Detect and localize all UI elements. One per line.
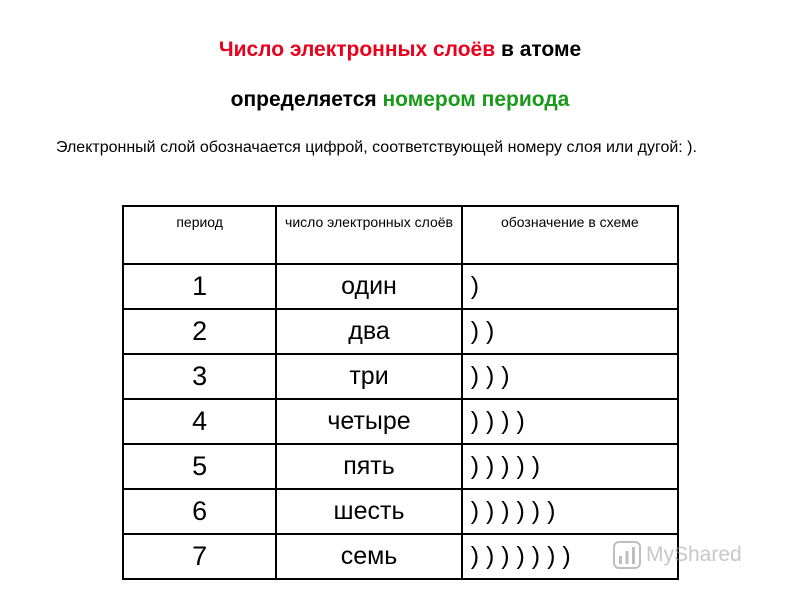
title-highlight-layers: Число электронных слоёв	[218, 38, 496, 61]
table-row	[123, 354, 678, 399]
title-line-1	[0, 37, 800, 63]
table-row	[123, 489, 678, 534]
scheme-cell: ) ) ) )	[462, 399, 678, 444]
scheme-cell: )	[462, 264, 678, 309]
scheme-cell: ) ) ) ) )	[462, 444, 678, 489]
table-row	[123, 264, 678, 309]
period-cell: 1	[123, 264, 276, 309]
title-text-determined: определяется	[230, 88, 383, 111]
layers-cell: семь	[276, 534, 461, 579]
layers-table	[122, 205, 679, 580]
period-cell: 2	[123, 309, 276, 354]
layers-cell: пять	[276, 444, 461, 489]
layers-cell: четыре	[276, 399, 461, 444]
period-cell: 6	[123, 489, 276, 534]
period-cell: 5	[123, 444, 276, 489]
period-cell: 3	[123, 354, 276, 399]
watermark-text: MyShared	[646, 543, 742, 566]
period-cell: 4	[123, 399, 276, 444]
layers-cell: шесть	[276, 489, 461, 534]
header-scheme: обозначение в схеме	[462, 206, 678, 264]
header-layers: число электронных слоёв	[276, 206, 461, 264]
table-row	[123, 444, 678, 489]
scheme-cell: ) ) ) ) ) )	[462, 489, 678, 534]
chart-bars-icon	[612, 540, 642, 570]
layers-cell: один	[276, 264, 461, 309]
scheme-cell: ) ) ) ) ) ) )	[462, 534, 678, 579]
myshared-watermark	[612, 540, 772, 570]
scheme-cell: ) )	[462, 309, 678, 354]
intro-text: Электронный слой обозначается цифрой, соответствующей номеру слоя или дугой: ).	[56, 139, 697, 156]
title-line-2	[0, 87, 800, 113]
table-row	[123, 309, 678, 354]
table-row	[123, 534, 678, 579]
header-period: период	[123, 206, 276, 264]
layers-cell: два	[276, 309, 461, 354]
table-header-row	[123, 206, 678, 264]
title-highlight-period: номером периода	[382, 88, 570, 111]
title-text-atom: в атоме	[495, 38, 582, 61]
layers-cell: три	[276, 354, 461, 399]
table-row	[123, 399, 678, 444]
scheme-cell: ) ) )	[462, 354, 678, 399]
period-cell: 7	[123, 534, 276, 579]
